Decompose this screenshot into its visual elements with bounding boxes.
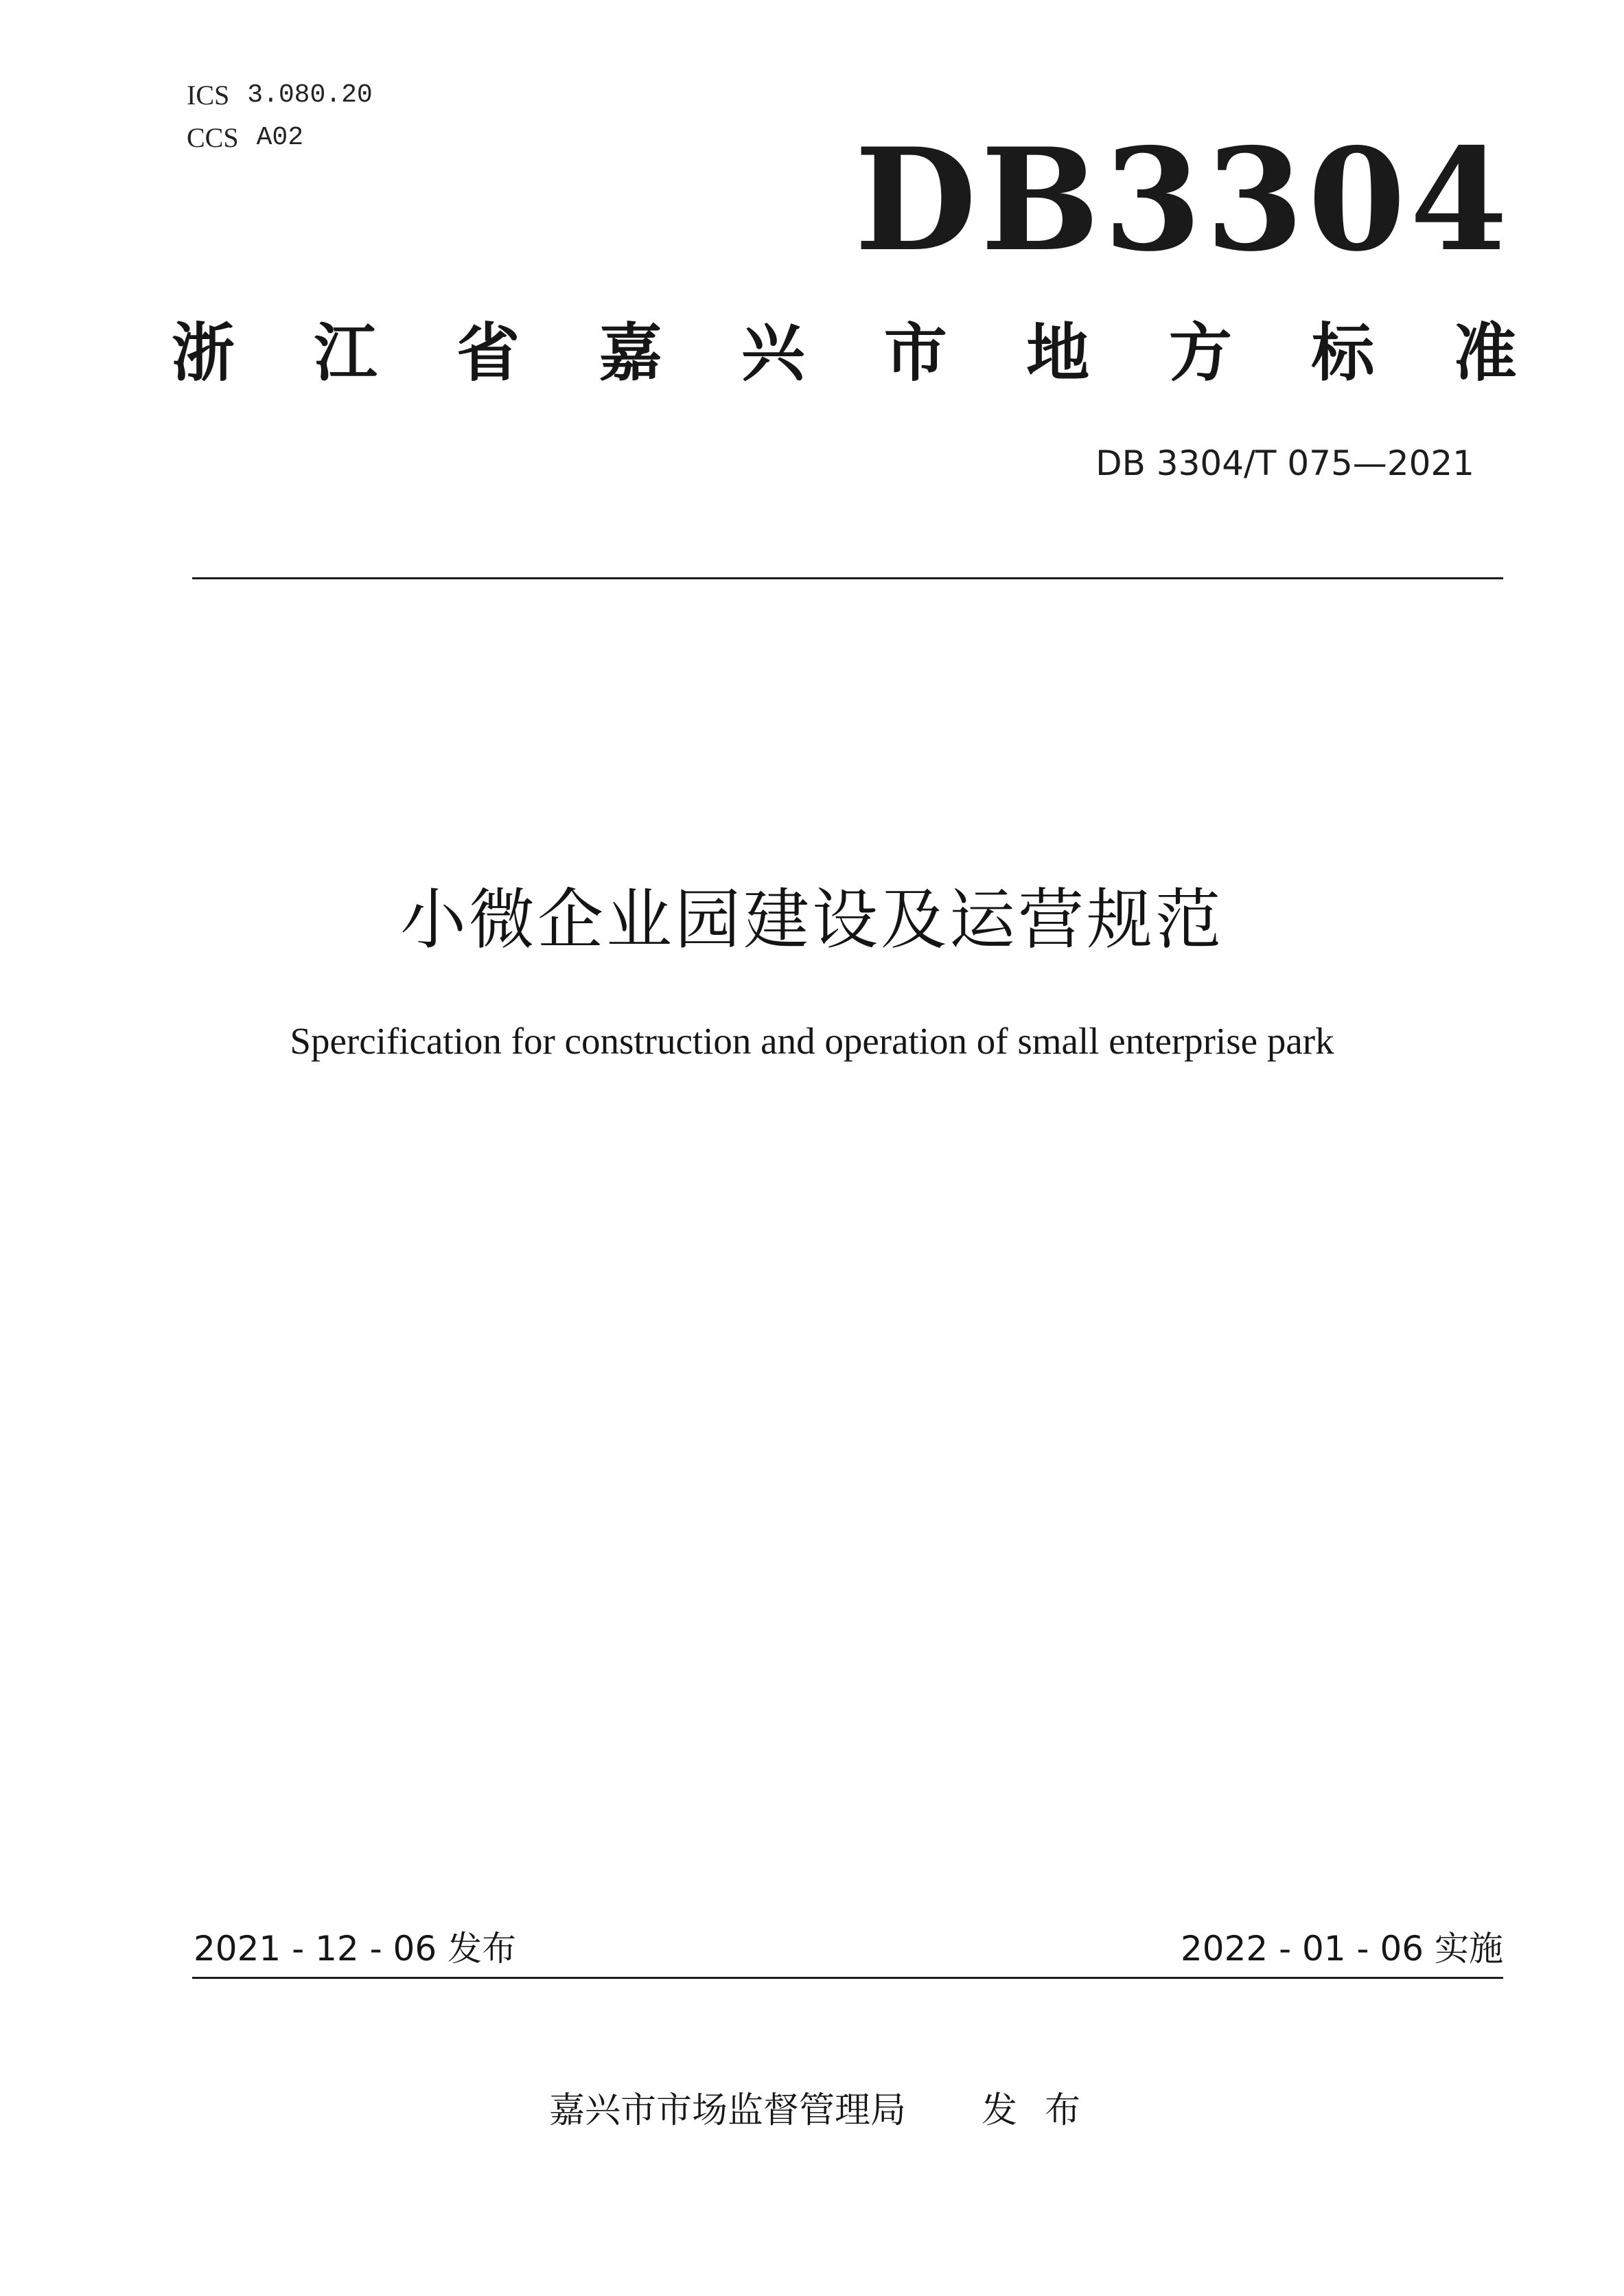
document-title-chinese: 小微企业园建设及运营规范 (400, 881, 1224, 958)
ics-code (187, 74, 373, 117)
footer-divider (192, 1977, 1503, 1979)
publisher-name: 嘉兴市市场监督管理局 (549, 2090, 907, 2131)
standard-type-char: 标 (1311, 316, 1375, 390)
standard-type-char: 省 (456, 316, 520, 390)
publish-action: 发布 (982, 2090, 1109, 2131)
standard-type-title (172, 316, 1517, 391)
ccs-code (187, 117, 373, 159)
ics-value: 3.080.20 (247, 80, 373, 110)
implementation-date: 2022 - 01 - 06 实施 (1180, 1929, 1503, 1969)
publisher (549, 2087, 1108, 2135)
standard-number: DB 3304/T 075—2021 (1095, 443, 1474, 483)
ccs-label: CCS (187, 122, 239, 153)
standard-type-char: 浙 (172, 316, 235, 390)
standard-type-char: 地 (1026, 316, 1090, 390)
standard-type-char: 嘉 (599, 316, 662, 390)
classification-codes (187, 74, 373, 159)
ccs-value: A02 (256, 123, 304, 152)
header-divider (192, 577, 1503, 579)
db-logo: DB3304 (855, 118, 1512, 283)
standard-type-char: 江 (314, 316, 378, 390)
standard-type-char: 兴 (741, 316, 805, 390)
standard-type-char: 市 (883, 316, 947, 390)
standard-type-char: 方 (1168, 316, 1232, 390)
issue-date: 2021 - 12 - 06 发布 (194, 1929, 517, 1969)
document-title-english: Spercification for construction and operation of small enterprise park (290, 1020, 1334, 1062)
standard-type-char: 准 (1453, 316, 1517, 390)
ics-label: ICS (187, 80, 230, 111)
